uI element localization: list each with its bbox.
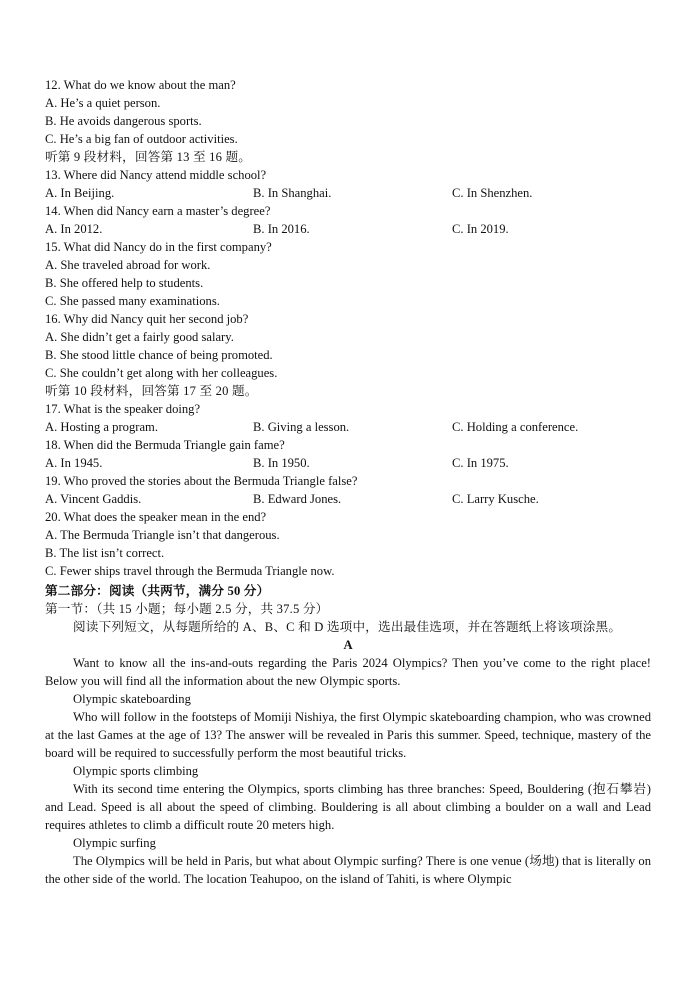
question-15-stem: 15. What did Nancy do in the first company? bbox=[45, 240, 272, 254]
question-18-option-b: B. In 1950. bbox=[253, 456, 310, 470]
question-18-stem: 18. When did the Bermuda Triangle gain fame? bbox=[45, 438, 285, 452]
question-16-option-c: C. She couldn’t get along with her colleagues. bbox=[45, 366, 278, 380]
question-17-stem: 17. What is the speaker doing? bbox=[45, 402, 201, 416]
question-13-stem: 13. Where did Nancy attend middle school? bbox=[45, 168, 267, 182]
question-12-option-a: A. He’s a quiet person. bbox=[45, 96, 161, 110]
question-17-option-b: B. Giving a lesson. bbox=[253, 420, 350, 434]
paragraph-surfing: The Olympics will be held in Paris, but what about Olympic surfing? There is one venue (场地) that is literally on the other side of the world. The location Teahupoo, on the island of Tahiti, is where Olympic bbox=[45, 854, 651, 886]
question-13-option-c: C. In Shenzhen. bbox=[452, 186, 533, 200]
question-17-option-a: A. Hosting a program. bbox=[45, 420, 158, 434]
question-19-option-c: C. Larry Kusche. bbox=[452, 492, 539, 506]
question-17-options bbox=[45, 418, 651, 436]
question-18-options bbox=[45, 454, 651, 472]
question-19-option-a: A. Vincent Gaddis. bbox=[45, 492, 142, 506]
paragraph-skateboarding: Who will follow in the footsteps of Momiji Nishiya, the first Olympic skateboarding champion, who was crowned at the last Games at the age of 13? The answer will be revealed in Paris this summer. Speed, technique, mastery of the board will be required to successfully perform the most beautiful tricks. bbox=[45, 710, 651, 760]
question-19-option-b: B. Edward Jones. bbox=[253, 492, 342, 506]
question-12-option-c: C. He’s a big fan of outdoor activities. bbox=[45, 132, 238, 146]
section-9-heading: 听第 9 段材料，回答第 13 至 16 题。 bbox=[45, 150, 252, 164]
question-16-option-a: A. She didn’t get a fairly good salary. bbox=[45, 330, 234, 344]
question-13-options bbox=[45, 184, 651, 202]
section-10-heading: 听第 10 段材料，回答第 17 至 20 题。 bbox=[45, 384, 258, 398]
paragraph-sports-climbing: With its second time entering the Olympics, sports climbing has three branches: Speed, Bouldering (抱石攀岩) and Lead. Speed is all about the speed of climbing. Bouldering is all about climbing a boulder on a wall and Lead requires athletes to climb a difficult route 20 meters high. bbox=[45, 782, 651, 832]
question-14-stem: 14. When did Nancy earn a master’s degree? bbox=[45, 204, 271, 218]
passage-intro: Want to know all the ins-and-outs regarding the Paris 2024 Olympics? Then you’ve come to the right place! Below you will find all the information about the new Olympic sports. bbox=[45, 656, 651, 688]
question-20-stem: 20. What does the speaker mean in the end? bbox=[45, 510, 267, 524]
question-18-option-a: A. In 1945. bbox=[45, 456, 103, 470]
question-19-options bbox=[45, 490, 651, 508]
question-14-option-b: B. In 2016. bbox=[253, 222, 310, 236]
question-14-option-c: C. In 2019. bbox=[452, 222, 509, 236]
question-14-options bbox=[45, 220, 651, 238]
heading-skateboarding: Olympic skateboarding bbox=[73, 692, 191, 706]
question-17-option-c: C. Holding a conference. bbox=[452, 420, 579, 434]
question-12-option-b: B. He avoids dangerous sports. bbox=[45, 114, 202, 128]
question-12-stem: 12. What do we know about the man? bbox=[45, 78, 236, 92]
question-20-option-b: B. The list isn’t correct. bbox=[45, 546, 165, 560]
question-13-option-a: A. In Beijing. bbox=[45, 186, 115, 200]
question-14-option-a: A. In 2012. bbox=[45, 222, 103, 236]
question-16-stem: 16. Why did Nancy quit her second job? bbox=[45, 312, 249, 326]
question-13-option-b: B. In Shanghai. bbox=[253, 186, 332, 200]
question-18-option-c: C. In 1975. bbox=[452, 456, 509, 470]
passage-label: A bbox=[343, 638, 353, 652]
question-15-option-c: C. She passed many examinations. bbox=[45, 294, 220, 308]
reading-part-title: 第二部分：阅读（共两节，满分 50 分） bbox=[45, 584, 270, 598]
question-16-option-b: B. She stood little chance of being promoted. bbox=[45, 348, 273, 362]
question-20-option-c: C. Fewer ships travel through the Bermuda Triangle now. bbox=[45, 564, 335, 578]
heading-surfing: Olympic surfing bbox=[73, 836, 156, 850]
question-19-stem: 19. Who proved the stories about the Bermuda Triangle false? bbox=[45, 474, 358, 488]
question-15-option-b: B. She offered help to students. bbox=[45, 276, 204, 290]
question-20-option-a: A. The Bermuda Triangle isn’t that dangerous. bbox=[45, 528, 280, 542]
reading-instruction: 阅读下列短文，从每题所给的 A、B、C 和 D 选项中，选出最佳选项，并在答题纸上将该项涂黑。 bbox=[73, 620, 622, 634]
exam-page bbox=[45, 76, 651, 888]
question-15-option-a: A. She traveled abroad for work. bbox=[45, 258, 211, 272]
heading-sports-climbing: Olympic sports climbing bbox=[73, 764, 199, 778]
reading-section-title: 第一节：（共 15 小题；每小题 2.5 分，共 37.5 分） bbox=[45, 602, 329, 616]
